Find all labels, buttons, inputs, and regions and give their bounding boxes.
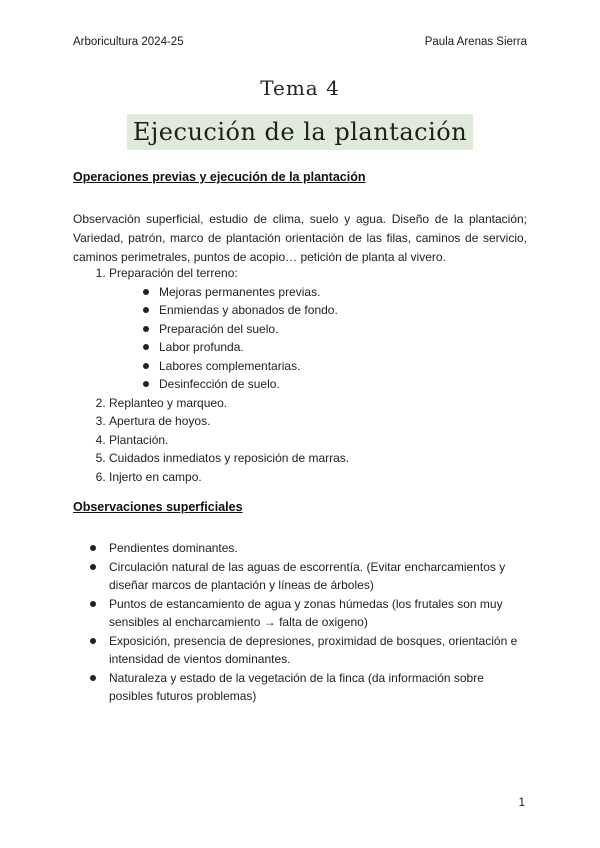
- steps-list: [73, 264, 563, 486]
- header-course: Arboricultura 2024-25: [73, 36, 184, 48]
- list-item: Desinfección de suelo.: [143, 375, 563, 394]
- section-heading-observaciones: Observaciones superficiales: [73, 500, 243, 514]
- list-item: Puntos de estancamiento de agua y zonas húmedas (los frutales son muy sensibles al encharcamiento → falta de oxigeno): [73, 595, 527, 632]
- section-heading-operaciones: Operaciones previas y ejecución de la plantación: [73, 170, 366, 184]
- list-item: Mejoras permanentes previas.: [143, 283, 563, 302]
- list-item: Labores complementarias.: [143, 357, 563, 376]
- intro-paragraph: Observación superficial, estudio de clima, suelo y agua. Diseño de la plantación; Variedad, patrón, marco de plantación orientación de las filas, caminos de servicio, caminos perimetrales, puntos de acopio… petición de planta al vivero.: [73, 212, 527, 264]
- list-item: 6. Injerto en campo.: [109, 468, 563, 487]
- list-item: 5. Cuidados inmediatos y reposición de marras.: [109, 449, 563, 468]
- list-item: Naturaleza y estado de la vegetación de la finca (da información sobre posibles futuros problemas): [73, 669, 527, 706]
- observations-list: [73, 539, 527, 706]
- list-item: Circulación natural de las aguas de escorrentía. (Evitar encharcamientos y diseñar marcos de plantación y líneas de árboles): [73, 558, 527, 595]
- list-item: 3. Apertura de hoyos.: [109, 412, 563, 431]
- list-item: Exposición, presencia de depresiones, proximidad de bosques, orientación e intensidad de vientos dominantes.: [73, 632, 527, 669]
- list-item: [109, 264, 563, 394]
- list-item: 2. Replanteo y marqueo.: [109, 394, 563, 413]
- list-item: 4. Plantación.: [109, 431, 563, 450]
- title-block: [0, 72, 600, 150]
- list-item: Enmiendas y abonados de fondo.: [143, 301, 563, 320]
- substeps-list: [109, 283, 563, 394]
- list-item: Preparación del suelo.: [143, 320, 563, 339]
- page-title: Ejecución de la plantación: [132, 118, 468, 146]
- topic-number: Tema 4: [260, 76, 340, 100]
- page-number: 1: [518, 797, 525, 809]
- header-author: Paula Arenas Sierra: [424, 36, 527, 48]
- title-highlight: [127, 114, 473, 150]
- list-item: Pendientes dominantes.: [73, 539, 527, 558]
- step-label: Preparación del terreno:: [109, 266, 238, 280]
- list-item: Labor profunda.: [143, 338, 563, 357]
